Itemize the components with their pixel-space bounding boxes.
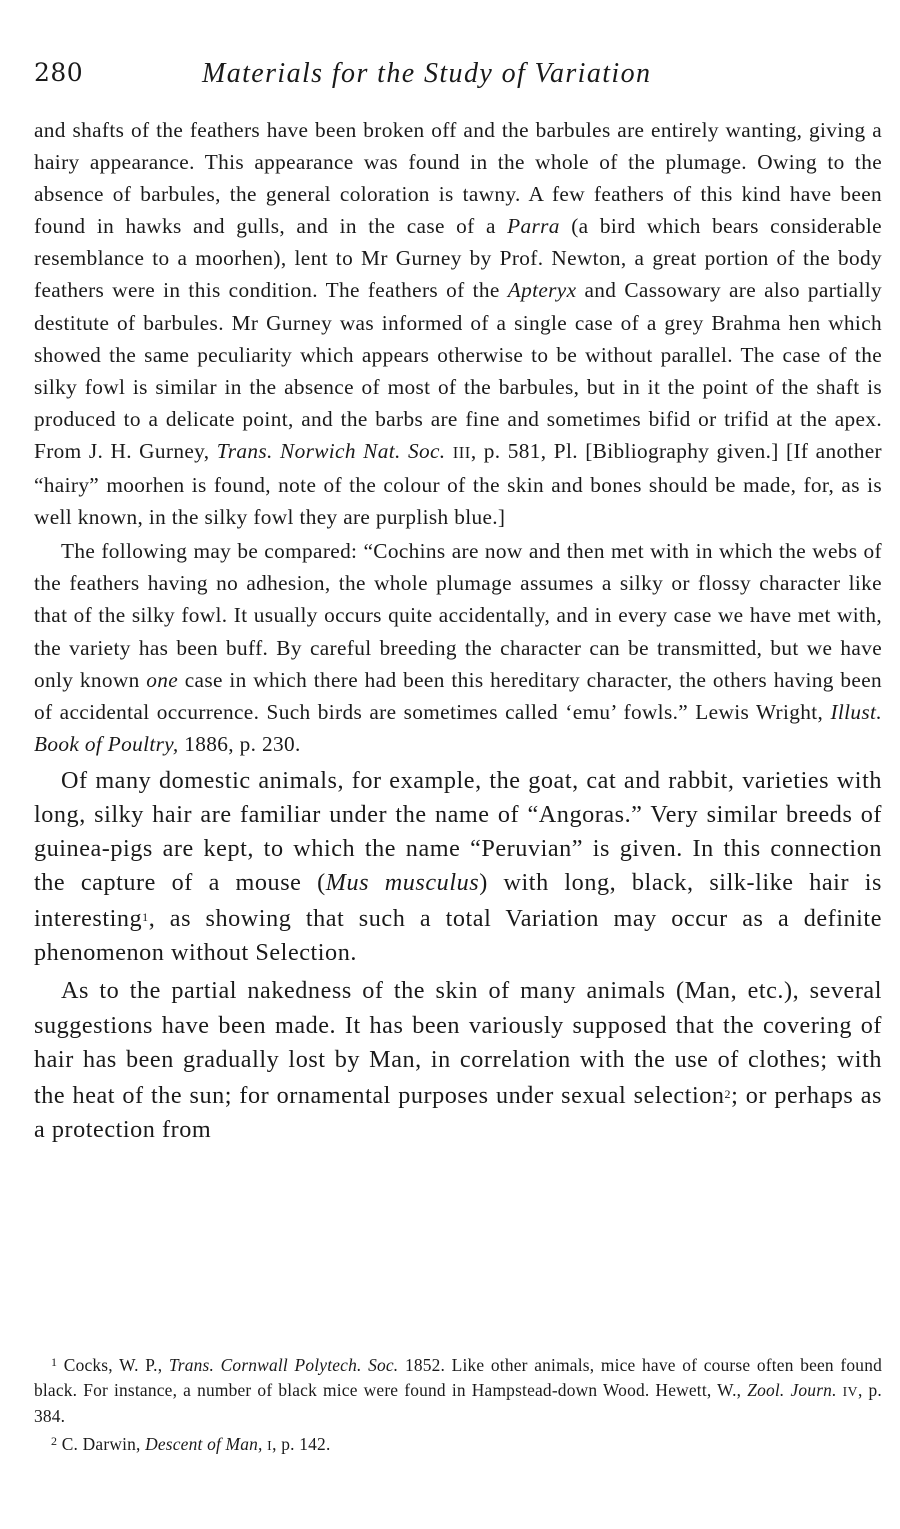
italic-term: Apteryx bbox=[507, 278, 577, 303]
italic-citation: Illust. Book of Poultry, bbox=[34, 699, 882, 756]
text-run: As to the partial nakedness of the skin of many animals (Man, etc.), several suggestions have been made. It has been variously supposed that the covering of hair has been gradually lost by Man, in correlation with the use of clothes; with the heat of the sun; for ornamental purposes under sexual selection bbox=[34, 977, 882, 1109]
text-run: , p. 384. bbox=[34, 1379, 882, 1426]
paragraph-angoras bbox=[34, 764, 882, 971]
italic-citation: Zool. Journ. bbox=[747, 1379, 837, 1400]
italic-citation: Descent of Man, bbox=[145, 1433, 263, 1454]
italic-citation: Trans. Norwich Nat. Soc. bbox=[216, 438, 446, 463]
text-run: C. Darwin, bbox=[57, 1433, 146, 1454]
italic-species-name: Mus musculus bbox=[325, 869, 480, 897]
text-run: The following may be compared: “Cochins are now and then met with in which the webs of the feathers having no adhesion, the whole plumage assumes a silky or flossy character like that of the silky fowl. It usually occurs quite accidentally, and in every case we have met with, the variety has been buff. By careful breeding the character can be transmitted, but we have only known bbox=[34, 539, 882, 692]
volume-numeral: IV bbox=[842, 1383, 858, 1399]
text-run: and Cassowary are also partially destitute of barbules. Mr Gurney was informed of a single case of a grey Brahma hen which showed the same peculiarity which appears otherwise to be without parallel. The case of the silky fowl is similar in the absence of most of the barbules, but in it the point of the shaft is produced to a delicate point, and the barbs are fine and sometimes bifid or trifid at the apex. From J. H. Gurney, bbox=[34, 278, 882, 463]
italic-citation: Trans. Cornwall Polytech. Soc. bbox=[168, 1355, 399, 1375]
footnote-mark: 1 bbox=[51, 1355, 58, 1369]
text-run: Cocks, W. P., bbox=[57, 1355, 169, 1375]
footnote-mark: 2 bbox=[51, 1433, 58, 1448]
text-run: (a bird which bears considerable resemblance to a moorhen), lent to Mr Gurney by Prof. Newton, a great portion of the body feathers were in this condition. The feathers of the bbox=[34, 214, 882, 303]
text-run: , p. 142. bbox=[272, 1433, 331, 1454]
italic-term: Parra bbox=[507, 214, 560, 239]
text-run: Of many domestic animals, for example, the goat, cat and rabbit, varieties with long, silky hair are familiar under the name of “Angoras.” Very similar breeds of guinea-pigs are kept, to which the name “Peruvian” is given. In this connection the capture of a mouse ( bbox=[34, 766, 882, 897]
page-number: 280 bbox=[34, 58, 84, 87]
footnote-reference[interactable]: 2 bbox=[724, 1086, 732, 1101]
volume-numeral: III bbox=[452, 442, 471, 462]
text-run: 1852. Like other animals, mice have of course often been found black. For instance, a number of black mice were found in Hampstead-down Wood. Hewett, W., bbox=[34, 1355, 882, 1400]
footnote-reference[interactable]: 1 bbox=[142, 910, 149, 925]
paragraph-nakedness bbox=[34, 974, 882, 1146]
footnote-2 bbox=[34, 1429, 882, 1459]
footnote-1 bbox=[34, 1350, 882, 1429]
text-run: 1886, p. 230. bbox=[178, 731, 301, 756]
italic-term: one bbox=[146, 667, 179, 692]
text-run: case in which there had been this hereditary character, the others having been of accidental occurrence. Such birds are sometimes called ‘emu’ fowls.” Lewis Wright, bbox=[34, 667, 882, 724]
page-header bbox=[34, 58, 882, 98]
text-run: ; or perhaps as a protection from bbox=[34, 1081, 882, 1143]
body-text bbox=[34, 114, 882, 1147]
volume-numeral: I bbox=[267, 1437, 273, 1453]
running-title: Materials for the Study of Variation bbox=[202, 58, 652, 89]
footnotes bbox=[34, 1350, 882, 1458]
text-run: , p. 581, Pl. [Bibliography given.] [If another “hairy” moorhen is found, note of the colour of the skin and bones should be made, for, as is well known, in the silky fowl they are purplish blue.] bbox=[34, 438, 882, 530]
paragraph-silky-moorhen bbox=[34, 114, 882, 533]
text-run: ) with long, black, silk-like hair is interesting bbox=[34, 869, 882, 933]
text-run: and shafts of the feathers have been broken off and the barbules are entirely wanting, giving a hairy appearance. This appearance was found in the whole of the plumage. Owing to the absence of barbules, the general coloration is tawny. A few feathers of this kind have been found in hawks and gulls, and in the case of a bbox=[34, 118, 882, 239]
paragraph-cochins-quote bbox=[34, 535, 882, 760]
text-run: , as showing that such a total Variation may occur as a definite phenomenon without Selection. bbox=[34, 905, 882, 967]
